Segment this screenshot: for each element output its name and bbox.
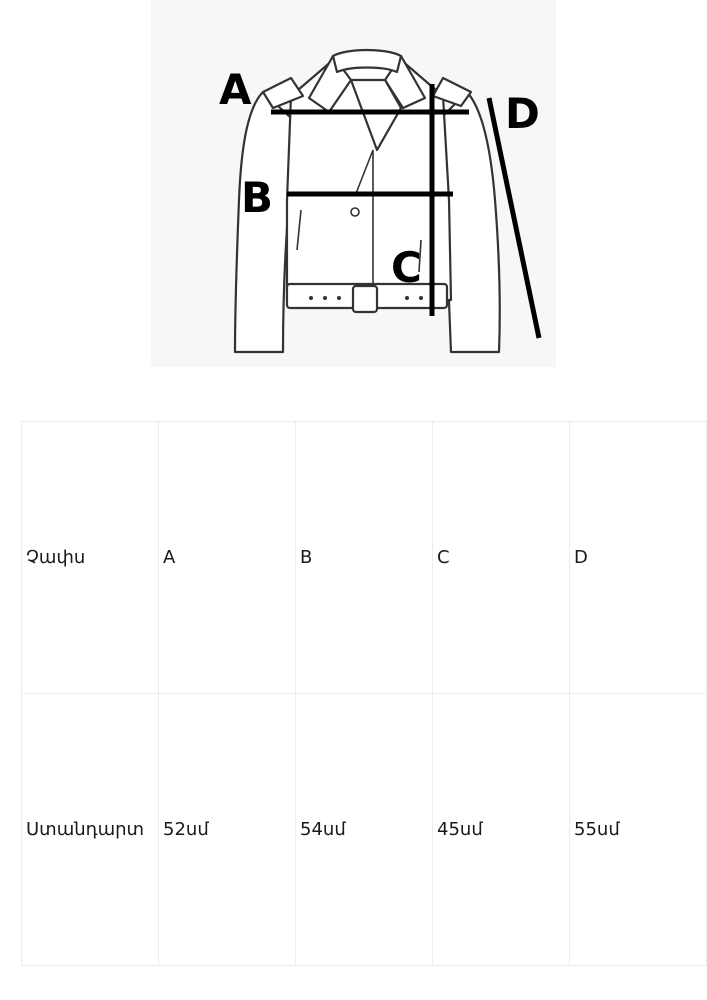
row-cell-d: 55սմ bbox=[570, 694, 707, 966]
table-header-row bbox=[22, 422, 707, 694]
jacket-measurement-illustration bbox=[151, 0, 556, 367]
table-row bbox=[22, 694, 707, 966]
row-cell-size-name: Ստանդարտ bbox=[22, 694, 159, 966]
header-cell-size: Չափս bbox=[22, 422, 159, 694]
jacket-diagram bbox=[151, 0, 556, 367]
size-table bbox=[21, 421, 707, 966]
header-cell-a: A bbox=[159, 422, 296, 694]
row-cell-a: 52սմ bbox=[159, 694, 296, 966]
belt-buckle bbox=[353, 286, 377, 312]
left-sleeve bbox=[235, 92, 291, 352]
row-cell-b: 54սմ bbox=[296, 694, 433, 966]
header-cell-b: B bbox=[296, 422, 433, 694]
label-d: D bbox=[505, 89, 540, 138]
header-cell-d: D bbox=[570, 422, 707, 694]
label-a: A bbox=[219, 65, 252, 114]
header-cell-c: C bbox=[433, 422, 570, 694]
label-b: B bbox=[241, 173, 274, 222]
label-c: C bbox=[391, 243, 422, 292]
row-cell-c: 45սմ bbox=[433, 694, 570, 966]
zipper-pull bbox=[351, 208, 359, 216]
